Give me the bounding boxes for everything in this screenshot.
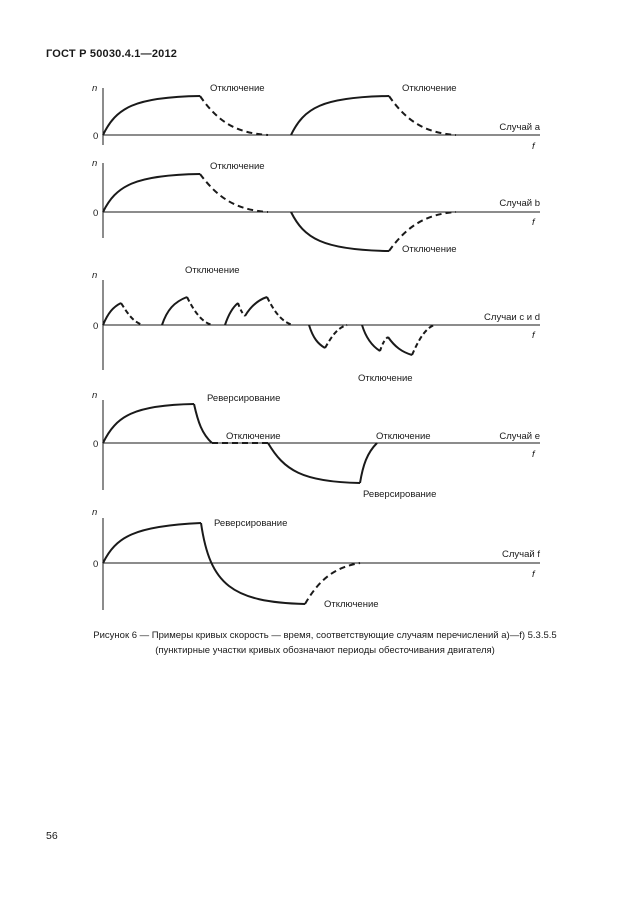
panel-cd-pulse-6-solid xyxy=(362,325,380,351)
panel-f-off-label: Отключение xyxy=(324,599,379,610)
panel-cd-pulse-3-solid xyxy=(225,303,238,325)
figure-caption-line-1: Рисунок 6 — Примеры кривых скорость — время, соответствующие случаям перечислений а)—f) 5.3.5.5 xyxy=(93,630,557,641)
panel-b-off-label-2: Отключение xyxy=(402,244,457,255)
panel-cd-pulse-3-dashed xyxy=(238,303,245,316)
panel-f-curve-1-dashed xyxy=(305,563,360,604)
panel-f-x-label: f xyxy=(532,569,535,580)
panel-b-curve-1-solid xyxy=(103,174,200,212)
panel-cd-zero: 0 xyxy=(93,321,99,332)
panel-f-reverse-label: Реверсирование xyxy=(214,518,288,529)
panel-cd-x-label: f xyxy=(532,330,535,341)
panel-e-curve-1-solid xyxy=(103,404,194,443)
panel-e-reverse-label-1: Реверсирование xyxy=(207,393,281,404)
panel-e-off-label-2: Отключение xyxy=(376,431,431,442)
panel-f-y-label: n xyxy=(92,507,98,518)
page-number: 56 xyxy=(46,830,58,842)
panel-cd-pulse-6-dashed xyxy=(380,337,388,351)
panel-e-curve-1-reverse xyxy=(194,404,212,443)
panel-b-curve-1-dashed xyxy=(200,174,268,212)
panel-cd-y-label: n xyxy=(92,270,98,281)
panel-a-x-label: f xyxy=(532,141,535,152)
panel-b-off-label-1: Отключение xyxy=(210,161,265,172)
panel-a-curve-2-dashed xyxy=(389,96,456,135)
panel-f-zero: 0 xyxy=(93,559,99,570)
panel-f-case-label: Случай f xyxy=(502,549,540,560)
panel-e-reverse-label-2: Реверсирование xyxy=(363,489,437,500)
panel-cd-pulse-2-dashed xyxy=(187,297,212,325)
panel-cd-off-label-2: Отключение xyxy=(358,373,413,384)
panel-f-curve-1-solid xyxy=(103,523,201,563)
panel-cd-pulse-7-solid xyxy=(388,337,412,355)
panel-a-y-label: n xyxy=(92,83,98,94)
panel-cd-pulse-5-dashed xyxy=(325,325,347,348)
panel-cd-pulse-4-solid xyxy=(245,297,267,316)
panel-e-zero: 0 xyxy=(93,439,99,450)
panel-a-curve-1-dashed xyxy=(200,96,268,135)
panel-e-curve-2-solid xyxy=(268,443,360,483)
panel-e-curve-2-reverse xyxy=(360,443,377,483)
panel-cd-pulse-2-solid xyxy=(162,297,187,325)
panel-b-case-label: Случай b xyxy=(499,198,540,209)
panel-b-zero: 0 xyxy=(93,208,99,219)
panel-a-curve-1-solid xyxy=(103,96,200,135)
panel-a-curve-2-solid xyxy=(291,96,389,135)
panel-b-y-label: n xyxy=(92,158,98,169)
panel-cd-case-label: Случаи c и d xyxy=(484,312,540,323)
panel-cd-pulse-7-dashed xyxy=(412,325,434,355)
panel-a-off-label-2: Отключение xyxy=(402,83,457,94)
panel-e-case-label: Случай e xyxy=(499,431,540,442)
panel-a-case-label: Случай a xyxy=(499,122,540,133)
document-header: ГОСТ Р 50030.4.1—2012 xyxy=(46,48,178,60)
panel-cd-pulse-1-solid xyxy=(103,303,121,325)
panel-e-y-label: n xyxy=(92,390,98,401)
panel-b-x-label: f xyxy=(532,217,535,228)
panel-a-zero: 0 xyxy=(93,131,99,142)
figure-caption-line-2: (пунктирные участки кривых обозначают периоды обесточивания двигателя) xyxy=(155,645,495,656)
panel-cd-pulse-4-dashed xyxy=(267,297,293,325)
panel-cd-pulse-1-dashed xyxy=(121,303,143,325)
panel-cd-pulse-5-solid xyxy=(309,325,325,348)
panel-cd-off-label-1: Отключение xyxy=(185,265,240,276)
panel-b-curve-2-solid xyxy=(291,212,389,251)
panel-e-off-label-1: Отключение xyxy=(226,431,281,442)
panel-a-off-label-1: Отключение xyxy=(210,83,265,94)
panel-e-x-label: f xyxy=(532,449,535,460)
